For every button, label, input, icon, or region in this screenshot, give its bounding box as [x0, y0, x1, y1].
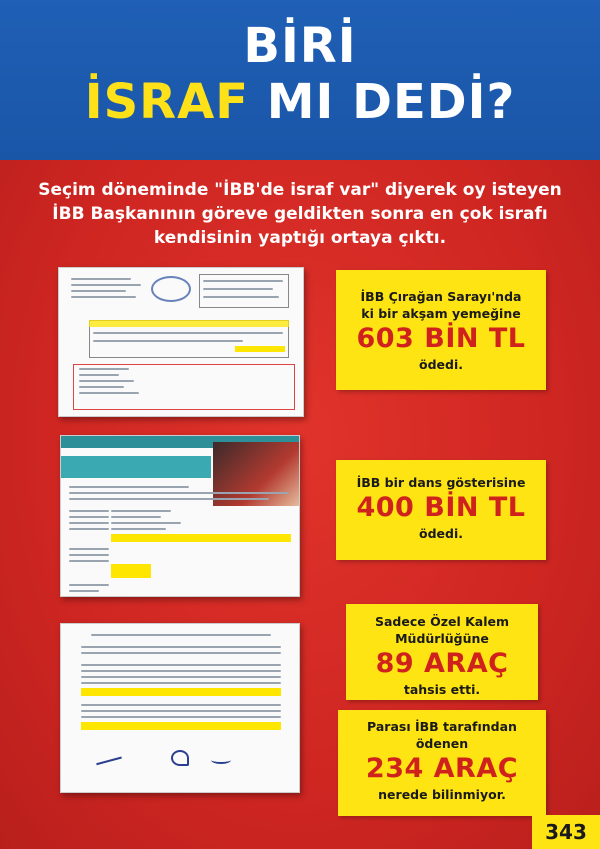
callout-vehicles-amount: 89 ARAÇ: [375, 648, 509, 679]
callout-unknown-line2: ödenen: [415, 736, 469, 751]
intro-text: Seçim döneminde "İBB'de israf var" diyerek oy isteyen İBB Başkanının göreve geldikten sonra en çok israfı kendisinin yaptığı ortaya çıktı.: [38, 180, 562, 248]
page-number: 343: [532, 815, 600, 849]
callout-vehicles-line3: tahsis etti.: [403, 682, 481, 697]
headline-israf: İSRAF: [84, 74, 250, 130]
callout-unknown-amount: 234 ARAÇ: [365, 753, 519, 784]
signature-icon: [171, 750, 189, 766]
headline-line2: [0, 74, 600, 130]
callout-dance-line3: ödedi.: [419, 526, 463, 541]
headline: [0, 18, 600, 130]
callout-dinner-amount: 603 BİN TL: [356, 323, 526, 354]
callout-dinner-line2: ki bir akşam yemeğine: [361, 306, 521, 321]
headline-rest: MI DEDİ?: [266, 74, 516, 130]
callout-dinner-line3: ödedi.: [419, 357, 463, 372]
callout-dance-line1: İBB bir dans gösterisine: [356, 475, 526, 490]
dance-web-page-image: [60, 435, 300, 597]
dancer-photo: [213, 442, 300, 506]
callout-vehicles-line2: Müdürlüğüne: [395, 631, 489, 646]
callout-dance-amount: 400 BİN TL: [356, 492, 526, 523]
callout-unknown-line3: nerede bilinmiyor.: [378, 787, 506, 802]
headline-line1: BİRİ: [243, 18, 357, 74]
callout-vehicles-unknown: [338, 710, 546, 816]
callout-vehicles-assigned: [346, 604, 538, 700]
stamp-icon: [151, 276, 191, 302]
callout-dinner: [336, 270, 546, 390]
callout-vehicles-line1: Sadece Özel Kalem: [374, 614, 510, 629]
signature-icon: [94, 749, 122, 765]
callout-unknown-line1: Parası İBB tarafından: [367, 719, 517, 734]
vehicle-letter-image: [60, 623, 300, 793]
signature-icon: [211, 756, 231, 764]
callout-dinner-line1: İBB Çırağan Sarayı'nda: [360, 289, 522, 304]
invoice-document-image: [58, 267, 304, 417]
callout-dance: [336, 460, 546, 560]
